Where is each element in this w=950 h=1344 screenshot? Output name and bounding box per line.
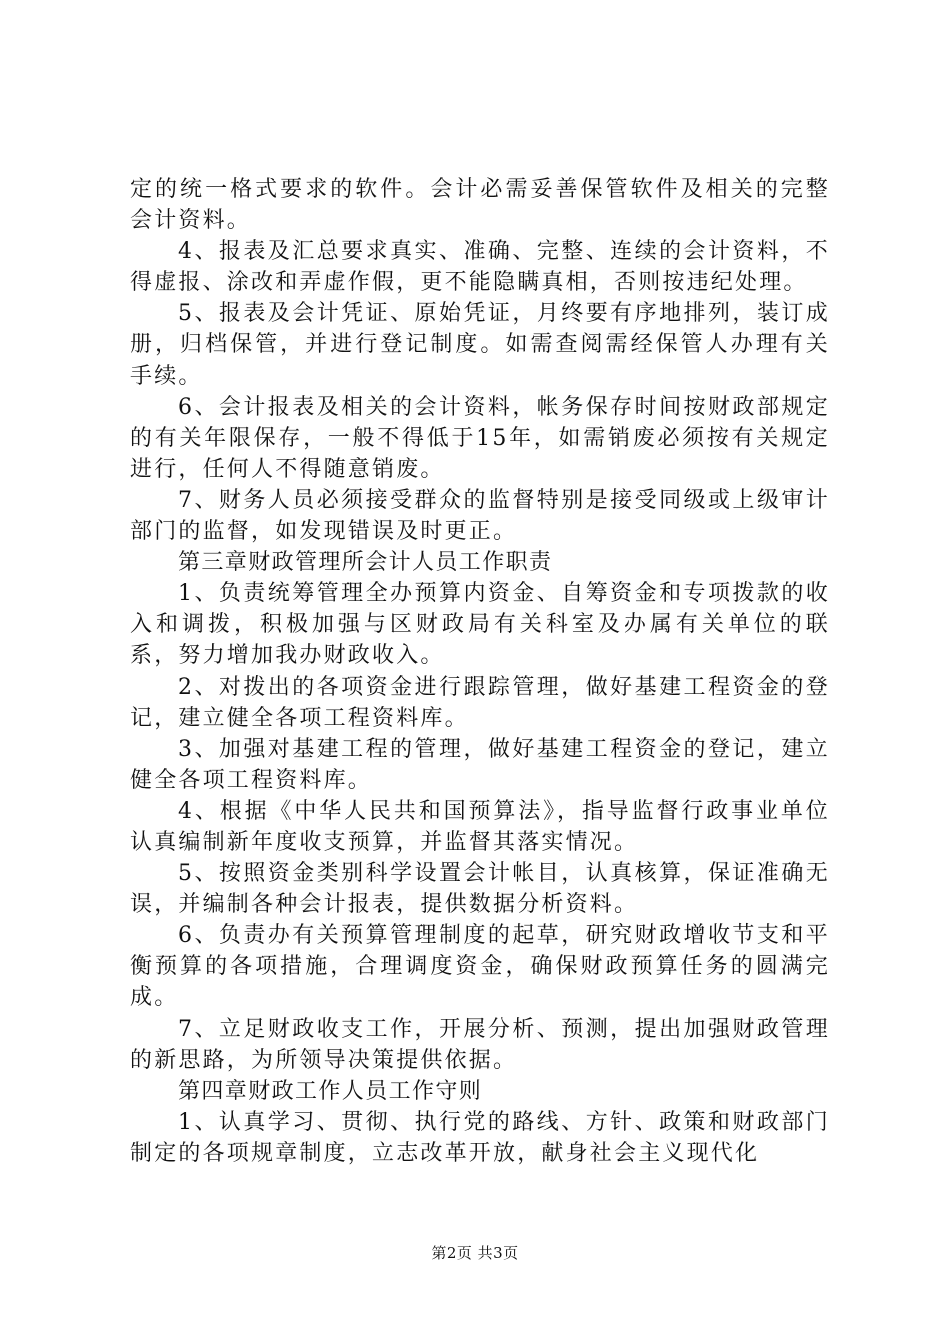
paragraph: 6、负责办有关预算管理制度的起草，研究财政增收节支和平衡预算的各项措施，合理调度资金，确保财政预算任务的圆满完成。 [130, 923, 830, 1011]
paragraph: 2、对拨出的各项资金进行跟踪管理，做好基建工程资金的登记，建立健全各项工程资料库。 [130, 674, 830, 731]
paragraph: 1、认真学习、贯彻、执行党的路线、方针、政策和财政部门制定的各项规章制度，立志改革开放，献身社会主义现代化 [130, 1109, 830, 1166]
paragraph: 7、财务人员必须接受群众的监督特别是接受同级或上级审计部门的监督，如发现错误及时更正。 [130, 487, 830, 545]
document-body [130, 174, 830, 1169]
paragraph: 定的统一格式要求的软件。会计必需妥善保管软件及相关的完整会计资料。 [130, 177, 830, 234]
page-number-footer: 第2页 共3页 [431, 1244, 519, 1262]
chapter-heading: 第四章财政工作人员工作守则 [178, 1078, 483, 1104]
paragraph: 5、报表及会计凭证、原始凭证，月终要有序地排列，装订成册，归档保管，并进行登记制度。如需查阅需经保管人办理有关手续。 [130, 301, 830, 389]
paragraph: 7、立足财政收支工作，开展分析、预测，提出加强财政管理的新思路，为所领导决策提供依据。 [130, 1016, 830, 1073]
paragraph: 5、按照资金类别科学设置会计帐目，认真核算，保证准确无误，并编制各种会计报表，提供数据分析资料。 [130, 861, 830, 918]
paragraph: 6、会计报表及相关的会计资料，帐务保存时间按财政部规定的有关年限保存，一般不得低于15年，如需销废必须按有关规定进行，任何人不得随意销废。 [130, 394, 830, 482]
paragraph: 1、负责统筹管理全办预算内资金、自筹资金和专项拨款的收入和调拨，积极加强与区财政局有关科室及办属有关单位的联系，努力增加我办财政收入。 [130, 581, 830, 669]
paragraph: 4、报表及汇总要求真实、准确、完整、连续的会计资料，不得虚报、涂改和弄虚作假，更不能隐瞒真相，否则按违纪处理。 [130, 239, 830, 296]
chapter-heading: 第三章财政管理所会计人员工作职责 [178, 550, 553, 576]
paragraph: 3、加强对基建工程的管理，做好基建工程资金的登记，建立健全各项工程资料库。 [130, 736, 830, 793]
paragraph: 4、根据《中华人民共和国预算法》，指导监督行政事业单位认真编制新年度收支预算，并监督其落实情况。 [130, 798, 830, 855]
